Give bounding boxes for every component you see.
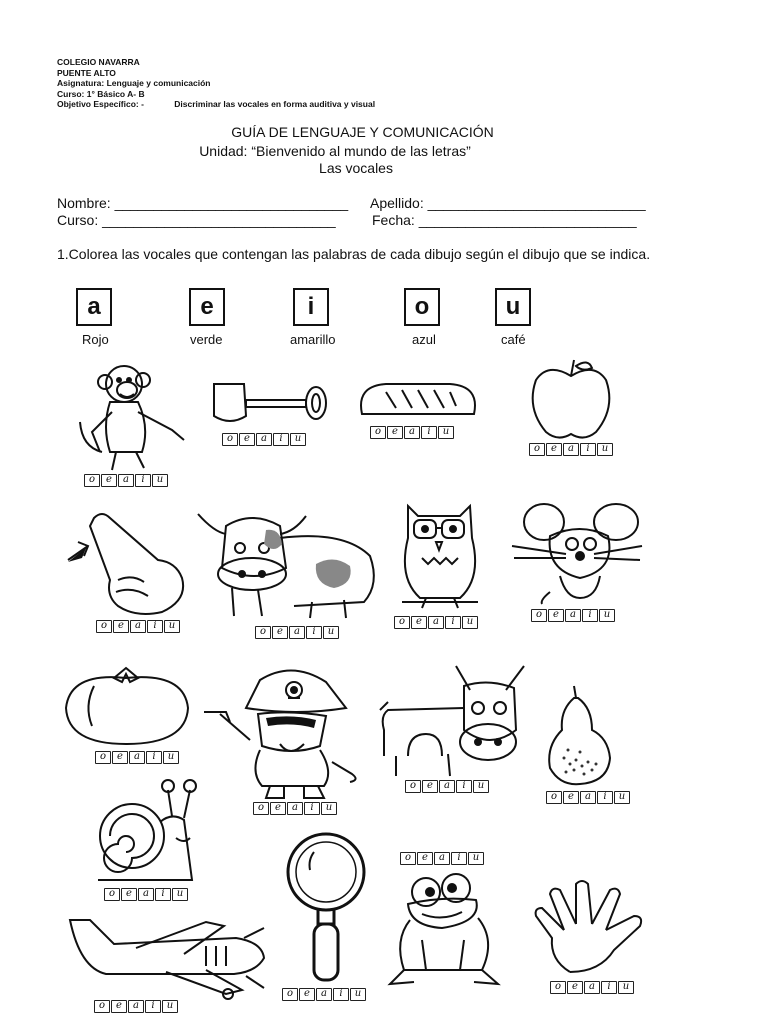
vowel-cell[interactable]: u bbox=[321, 802, 337, 815]
vowel-cell[interactable]: o bbox=[531, 609, 547, 622]
bread-picture bbox=[356, 378, 480, 424]
school-header bbox=[57, 57, 375, 110]
vowel-cell[interactable]: a bbox=[316, 988, 332, 1001]
vowel-strip[interactable] bbox=[253, 802, 337, 815]
cow-picture bbox=[194, 504, 380, 622]
hand-picture bbox=[530, 876, 652, 980]
monkey-picture bbox=[72, 352, 190, 472]
vowel-cell[interactable]: i bbox=[273, 433, 289, 446]
vowel-cell[interactable]: a bbox=[287, 802, 303, 815]
vowel-cell[interactable]: u bbox=[438, 426, 454, 439]
vowel-cell[interactable]: i bbox=[580, 443, 596, 456]
vowel-cell[interactable]: o bbox=[550, 981, 566, 994]
vowel-cell[interactable]: e bbox=[121, 888, 137, 901]
vowel-strip[interactable] bbox=[84, 474, 168, 487]
fecha-field[interactable]: Fecha: ____________________________ bbox=[372, 212, 637, 228]
vowel-cell[interactable]: i bbox=[147, 620, 163, 633]
subject-line: Asignatura: Lenguaje y comunicación bbox=[57, 78, 211, 88]
vowel-cell[interactable]: o bbox=[546, 791, 562, 804]
vowel-cell[interactable]: a bbox=[580, 791, 596, 804]
vowel-cell[interactable]: o bbox=[370, 426, 386, 439]
vowel-cell[interactable]: i bbox=[451, 852, 467, 865]
vowel-strip[interactable] bbox=[370, 426, 454, 439]
vowel-cell[interactable]: i bbox=[445, 616, 461, 629]
vowel-cell[interactable]: i bbox=[135, 474, 151, 487]
vowel-cell[interactable]: u bbox=[618, 981, 634, 994]
vowel-cell[interactable]: u bbox=[172, 888, 188, 901]
vowel-cell[interactable]: a bbox=[118, 474, 134, 487]
vowel-key-e bbox=[189, 288, 225, 347]
frog-picture bbox=[386, 870, 504, 990]
vowel-cell[interactable]: i bbox=[456, 780, 472, 793]
vowel-cell[interactable]: e bbox=[113, 620, 129, 633]
pirate-picture bbox=[200, 662, 360, 800]
vowel-strip[interactable] bbox=[94, 1000, 178, 1013]
vowel-box: e bbox=[189, 288, 225, 326]
vowel-cell[interactable]: i bbox=[155, 888, 171, 901]
vowel-cell[interactable]: i bbox=[601, 981, 617, 994]
vowel-cell[interactable]: e bbox=[417, 852, 433, 865]
vowel-strip[interactable] bbox=[222, 433, 306, 446]
vowel-color-label: Rojo bbox=[82, 332, 109, 347]
donkey-picture bbox=[378, 660, 528, 778]
vowel-strip[interactable] bbox=[255, 626, 339, 639]
mouse-picture bbox=[506, 500, 646, 604]
vowel-strip[interactable] bbox=[550, 981, 634, 994]
objective-value: Discriminar las vocales en forma auditiva y visual bbox=[174, 99, 376, 109]
vowel-key-o bbox=[404, 288, 440, 347]
vowel-box: u bbox=[495, 288, 531, 326]
vowel-cell[interactable]: a bbox=[130, 620, 146, 633]
vowel-cell[interactable]: e bbox=[411, 616, 427, 629]
vowel-cell[interactable]: o bbox=[94, 1000, 110, 1013]
vowel-cell[interactable]: e bbox=[387, 426, 403, 439]
unit-title: Unidad: “Bienvenido al mundo de las letras” bbox=[199, 143, 471, 159]
vowel-cell[interactable]: a bbox=[563, 443, 579, 456]
vowel-cell[interactable]: u bbox=[350, 988, 366, 1001]
vowel-cell[interactable]: i bbox=[597, 791, 613, 804]
objective-line bbox=[57, 99, 375, 110]
vowel-color-label: verde bbox=[190, 332, 223, 347]
vowel-strip[interactable] bbox=[405, 780, 489, 793]
vowel-cell[interactable]: a bbox=[584, 981, 600, 994]
vowel-cell[interactable]: a bbox=[129, 751, 145, 764]
vowel-cell[interactable]: i bbox=[146, 751, 162, 764]
vowel-cell[interactable]: e bbox=[272, 626, 288, 639]
vowel-strip[interactable] bbox=[531, 609, 615, 622]
objective-label: Objetivo Específico: - bbox=[57, 99, 144, 109]
vowel-cell[interactable]: u bbox=[290, 433, 306, 446]
vowel-cell[interactable]: o bbox=[394, 616, 410, 629]
owl-picture bbox=[398, 498, 482, 612]
vowel-cell[interactable]: e bbox=[270, 802, 286, 815]
course-line: Curso: 1° Básico A- B bbox=[57, 88, 145, 99]
vowel-cell[interactable]: u bbox=[163, 751, 179, 764]
vowel-strip[interactable] bbox=[104, 888, 188, 901]
vowel-cell[interactable]: e bbox=[111, 1000, 127, 1013]
vowel-cell[interactable]: o bbox=[84, 474, 100, 487]
vowel-cell[interactable]: a bbox=[404, 426, 420, 439]
vowel-cell[interactable]: e bbox=[101, 474, 117, 487]
vowel-cell[interactable]: e bbox=[546, 443, 562, 456]
vowel-box: a bbox=[76, 288, 112, 326]
tomato-picture bbox=[64, 666, 190, 748]
apple-picture bbox=[528, 358, 614, 442]
vowel-cell[interactable]: i bbox=[333, 988, 349, 1001]
pear-picture bbox=[544, 684, 614, 788]
vowel-cell[interactable]: o bbox=[282, 988, 298, 1001]
topic-title: Las vocales bbox=[319, 160, 393, 176]
vowel-cell[interactable]: u bbox=[597, 443, 613, 456]
vowel-cell[interactable]: o bbox=[96, 620, 112, 633]
vowel-key-u bbox=[495, 288, 531, 347]
vowel-strip[interactable] bbox=[394, 616, 478, 629]
vowel-cell[interactable]: i bbox=[582, 609, 598, 622]
vowel-cell[interactable]: e bbox=[563, 791, 579, 804]
vowel-cell[interactable]: o bbox=[255, 626, 271, 639]
shovel-picture bbox=[206, 378, 330, 430]
vowel-cell[interactable]: i bbox=[145, 1000, 161, 1013]
vowel-cell[interactable]: e bbox=[239, 433, 255, 446]
vowel-cell[interactable]: e bbox=[567, 981, 583, 994]
curso-field[interactable]: Curso: ______________________________ bbox=[57, 212, 336, 228]
vowel-cell[interactable]: a bbox=[428, 616, 444, 629]
vowel-strip[interactable] bbox=[96, 620, 180, 633]
magnifier-picture bbox=[284, 832, 368, 986]
vowel-cell[interactable]: i bbox=[306, 626, 322, 639]
vowel-cell[interactable]: o bbox=[95, 751, 111, 764]
vowel-strip[interactable] bbox=[529, 443, 613, 456]
vowel-cell[interactable]: i bbox=[421, 426, 437, 439]
vowel-cell[interactable]: a bbox=[256, 433, 272, 446]
vowel-cell[interactable]: a bbox=[434, 852, 450, 865]
vowel-key-i bbox=[290, 288, 336, 347]
vowel-strip[interactable] bbox=[282, 988, 366, 1001]
vowel-cell[interactable]: o bbox=[222, 433, 238, 446]
vowel-cell[interactable]: u bbox=[152, 474, 168, 487]
vowel-cell[interactable]: u bbox=[323, 626, 339, 639]
snail-picture bbox=[94, 776, 200, 884]
vowel-cell[interactable]: o bbox=[400, 852, 416, 865]
vowel-color-label: azul bbox=[412, 332, 436, 347]
vowel-cell[interactable]: i bbox=[304, 802, 320, 815]
apellido-field[interactable]: Apellido: ____________________________ bbox=[370, 195, 646, 211]
vowel-cell[interactable]: a bbox=[439, 780, 455, 793]
vowel-cell[interactable]: u bbox=[468, 852, 484, 865]
school-location: PUENTE ALTO bbox=[57, 67, 116, 78]
airplane-picture bbox=[56, 908, 270, 1000]
vowel-cell[interactable]: e bbox=[422, 780, 438, 793]
vowel-cell[interactable]: o bbox=[405, 780, 421, 793]
vowel-cell[interactable]: a bbox=[565, 609, 581, 622]
vowel-cell[interactable]: e bbox=[548, 609, 564, 622]
nombre-field[interactable]: Nombre: ______________________________ bbox=[57, 195, 349, 211]
vowel-color-label: café bbox=[501, 332, 526, 347]
school-name: COLEGIO NAVARRA bbox=[57, 57, 140, 67]
vowel-cell[interactable]: u bbox=[614, 791, 630, 804]
vowel-cell[interactable]: a bbox=[289, 626, 305, 639]
instruction-text: 1.Colorea las vocales que contengan las palabras de cada dibujo según el dibujo que se indica. bbox=[57, 246, 651, 262]
vowel-cell[interactable]: u bbox=[164, 620, 180, 633]
vowel-cell[interactable]: u bbox=[473, 780, 489, 793]
vowel-cell[interactable]: u bbox=[599, 609, 615, 622]
vowel-cell[interactable]: u bbox=[162, 1000, 178, 1013]
vowel-cell[interactable]: a bbox=[138, 888, 154, 901]
vowel-strip[interactable] bbox=[400, 852, 484, 865]
vowel-strip[interactable] bbox=[546, 791, 630, 804]
vowel-cell[interactable]: a bbox=[128, 1000, 144, 1013]
vowel-cell[interactable]: u bbox=[462, 616, 478, 629]
finger-picture bbox=[66, 508, 192, 618]
vowel-cell[interactable]: o bbox=[253, 802, 269, 815]
vowel-color-label: amarillo bbox=[290, 332, 336, 347]
guide-title: GUÍA DE LENGUAJE Y COMUNICACIÓN bbox=[231, 124, 494, 140]
vowel-cell[interactable]: o bbox=[104, 888, 120, 901]
vowel-strip[interactable] bbox=[95, 751, 179, 764]
vowel-box: i bbox=[293, 288, 329, 326]
vowel-cell[interactable]: o bbox=[529, 443, 545, 456]
vowel-key-a bbox=[76, 288, 112, 347]
vowel-cell[interactable]: e bbox=[299, 988, 315, 1001]
vowel-cell[interactable]: e bbox=[112, 751, 128, 764]
vowel-box: o bbox=[404, 288, 440, 326]
